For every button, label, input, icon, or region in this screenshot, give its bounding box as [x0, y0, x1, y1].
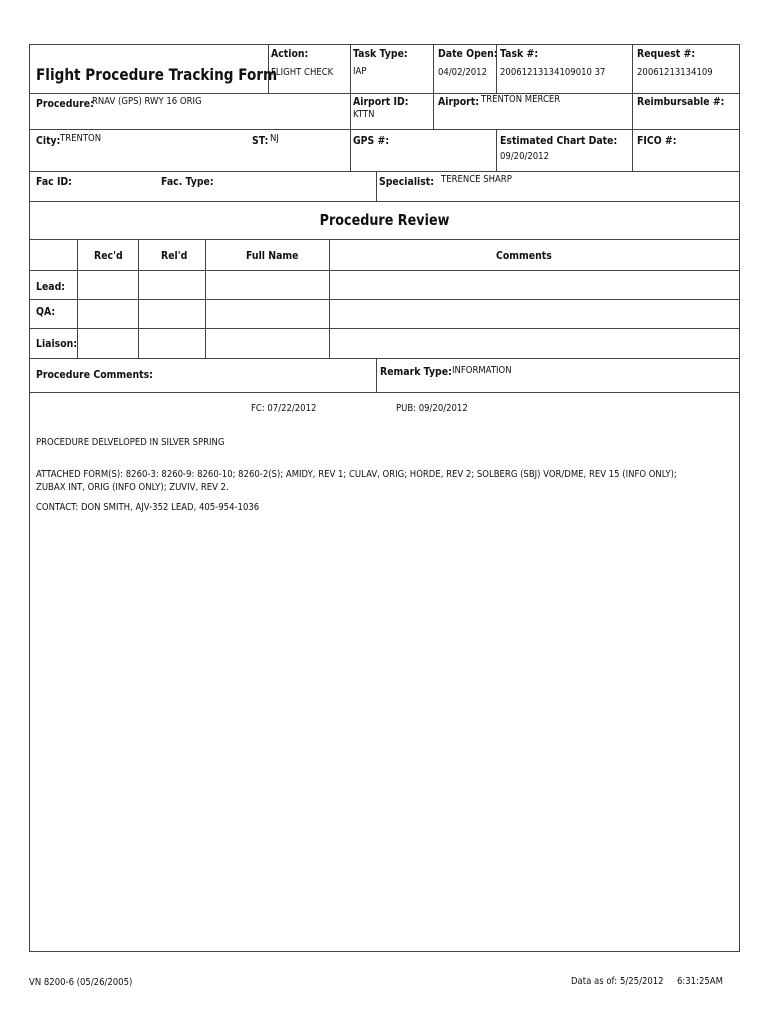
divider [30, 299, 739, 300]
request-value: 20061213134109 [637, 67, 713, 78]
pub-date: PUB: 09/20/2012 [396, 403, 468, 414]
data-as-of-time: 6:31:25AM [677, 976, 723, 987]
form-id: VN 8200-6 (05/26/2005) [29, 977, 133, 988]
action-value: FLIGHT CHECK [271, 67, 334, 78]
divider [376, 358, 377, 392]
fc-date: FC: 07/22/2012 [251, 403, 317, 414]
divider [77, 239, 78, 358]
divider [30, 270, 739, 271]
comment-line-1: PROCEDURE DELVELOPED IN SILVER SPRING [36, 437, 225, 448]
remark-type-value: INFORMATION [452, 365, 512, 376]
task-type-label: Task Type: [353, 47, 408, 60]
fac-id-label: Fac ID: [36, 175, 72, 188]
divider [433, 45, 434, 129]
col-comments: Comments [496, 249, 552, 262]
date-open-value: 04/02/2012 [438, 67, 487, 78]
divider [30, 201, 739, 202]
city-value: TRENTON [60, 133, 102, 144]
city-label: City: [36, 134, 61, 147]
remark-type-label: Remark Type: [380, 365, 452, 378]
airport-id-value: KTTN [353, 109, 375, 120]
task-number-label: Task #: [500, 47, 539, 60]
divider [376, 171, 377, 201]
reimbursable-label: Reimbursable #: [637, 95, 725, 108]
task-type-value: IAP [353, 66, 367, 77]
col-reld: Rel'd [161, 249, 188, 262]
row-liaison-label: Liaison: [36, 337, 78, 350]
est-chart-date-value: 09/20/2012 [500, 151, 549, 162]
st-value: NJ [270, 133, 279, 144]
divider [329, 239, 330, 358]
divider [496, 129, 497, 171]
specialist-label: Specialist: [379, 175, 435, 188]
request-label: Request #: [637, 47, 696, 60]
divider [138, 239, 139, 358]
tracking-form [29, 44, 740, 952]
form-title: Flight Procedure Tracking Form [36, 65, 278, 84]
task-number-value: 20061213134109010 37 [500, 67, 606, 78]
divider [205, 239, 206, 358]
col-full-name: Full Name [246, 249, 299, 262]
procedure-review-title: Procedure Review [319, 211, 450, 229]
specialist-value: TERENCE SHARP [441, 174, 512, 185]
data-as-of-label: Data as of: [571, 976, 618, 987]
divider [30, 328, 739, 329]
action-label: Action: [271, 47, 309, 60]
procedure-comments-label: Procedure Comments: [36, 368, 153, 381]
data-as-of-date: 5/25/2012 [620, 976, 664, 987]
col-recd: Rec'd [94, 249, 123, 262]
st-label: ST: [252, 134, 269, 147]
divider [632, 45, 633, 171]
divider [30, 239, 739, 240]
row-lead-label: Lead: [36, 280, 66, 293]
fac-type-label: Fac. Type: [161, 175, 214, 188]
comment-line-3: CONTACT: DON SMITH, AJV-352 LEAD, 405-954-1036 [36, 502, 260, 513]
divider [30, 171, 739, 172]
procedure-value: RNAV (GPS) RWY 16 ORIG [92, 96, 202, 107]
divider [30, 392, 739, 393]
divider [30, 358, 739, 359]
procedure-label: Procedure: [36, 97, 94, 110]
divider [350, 45, 351, 171]
airport-value: TRENTON MERCER [481, 94, 561, 105]
fico-label: FICO #: [637, 134, 677, 147]
airport-label: Airport: [438, 95, 479, 108]
airport-id-label: Airport ID: [353, 95, 409, 108]
date-open-label: Date Open: [438, 47, 498, 60]
comment-line-2: ATTACHED FORM(S): 8260-3: 8260-9: 8260-10; 8260-2(S); AMIDY, REV 1; CULAV, ORIG; HORDE, REV 2; SOLBERG (SBJ) VOR/DME, REV 15 (INFO ONLY); ZUBAX INT, ORIG (INFO ONLY); ZUVIV, REV 2. [36, 469, 677, 493]
row-qa-label: QA: [36, 305, 56, 318]
est-chart-date-label: Estimated Chart Date: [500, 134, 618, 147]
gps-label: GPS #: [353, 134, 390, 147]
